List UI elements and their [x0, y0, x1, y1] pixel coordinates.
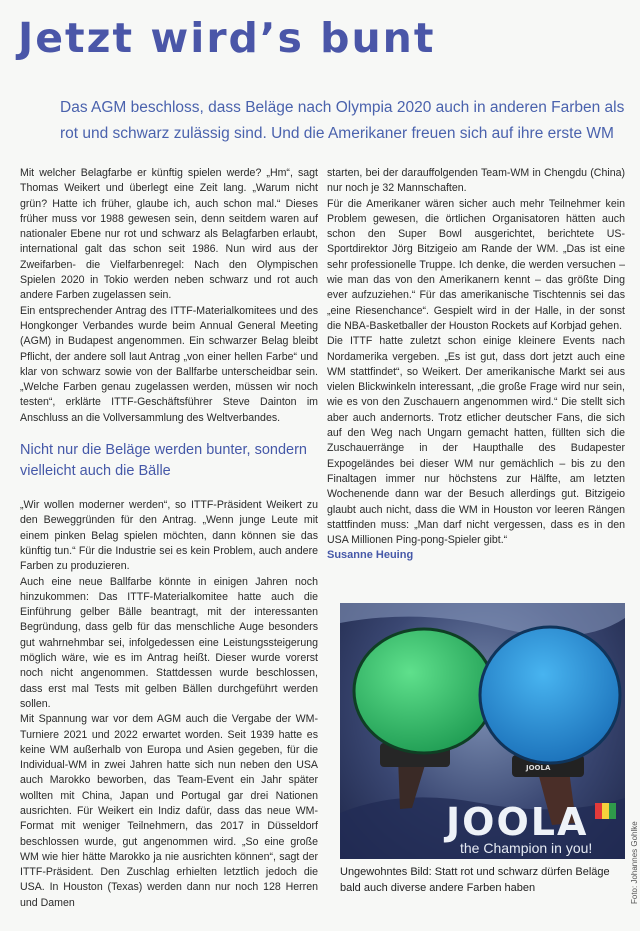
author-name: Susanne Heuing: [327, 549, 414, 562]
article-lead: Das AGM beschloss, dass Beläge nach Olympia 2020 auch in anderen Farben als rot und schwarz zulässig sind. Und die Amerikaner freuen sich auf ihre erste WM: [60, 99, 625, 142]
right-column: [327, 166, 625, 562]
paragraph: Die ITTF hatte zuletzt schon einige kleinere Events nach Nordamerika vergeben. „Es ist gut, dass dort jetzt auch eine WM stattfindet“, so Weikert. Der amerikanische Markt sei aus vielen Blickwinkeln interessant, „die große Frage wird nur sein, wie es von den Zuschauern angenommen wird.“ Die stellt sich aber auch andernorts. Trotz etlicher deutscher Fans, die sich auf den Weg nach Ungarn gemacht hatten, füllten sich die Zuschauerränge in der Haupthalle des Budapester Expogeländes bei dieser WM nur gemächlich – bis zu den Finaltagen immer nur höchstens zur Hälfte, am letzten Wochenende dann war der Besuch allerdings gut. Bitzigeio glaubt auch nicht, dass die WM in Houston vor leeren Rängen stattfinden muss: „Man darf nicht vergessen, dass es in den USA Millionen Ping-pong-Spieler gibt.“: [327, 335, 625, 547]
paragraph: Auch eine neue Ballfarbe könnte in einigen Jahren noch hinzukommen: Das ITTF-Materialkomitee hatte auch die Einführung gelber Bälle beantragt, mit der interessanten Begründung, dass gelb für das menschliche Auge besonders gut wahrnehmbar sei, infolgedessen eine Leistungssteigerung möglich wäre, wie es im Antrag heißt. Dieser wurde vorerst noch nicht angenommen. Stattdessen wurde beschlossen, dass erst mal Tests mit gelben Bällen durchgeführt werden sollen.: [20, 575, 318, 710]
blue-paddle: [480, 627, 620, 763]
article-headline: Jetzt wird’s bunt: [18, 14, 436, 62]
brand-slogan: the Champion in you!: [460, 840, 593, 856]
paddles-illustration: [340, 603, 625, 859]
paragraph: Mit Spannung war vor dem AGM auch die Vergabe der WM-Turniere 2021 und 2022 erwartet worden. Seit 1939 hatte es keine WM außerhalb von Europa und Asien gegeben, für die Individual-WM in zwei Jahren hatte sich nun neben den USA auch Marokko beworben, das Team-Event ein Jahr später wollten mit China, Japan und Portugal gar drei Nationen ausrichten. Für Weikert ein Indiz dafür, dass das neue WM-Format mit weniger Teilnehmern, das 2017 in Düsseldorf beschlossen wurde, gut angenommen wird. „So eine große WM wie hier hätte Marokko ja nie ausrichten können“, sagt der ITTF-Präsident. Den Zuschlag erhielten letztlich jedoch die USA. In Houston (Texas) werden dann nur noch 128 Herren und Damen: [20, 713, 318, 909]
small-brand-label: JOOLA: [526, 764, 551, 772]
green-paddle: [354, 629, 494, 753]
left-column: [20, 166, 318, 911]
photo-credit: Foto: Johannes Gohlke: [630, 821, 639, 904]
paragraph: „Wir wollen moderner werden“, so ITTF-Präsident Weikert zu den Beweggründen für den Antrag. „Wenn junge Leute mit einem pinken Belag spielen möchten, dann können sie das künftig tun.“ Für die Industrie sei es kein Problem, auch andere Farben zu produzieren.: [20, 499, 318, 573]
section-subhead: Nicht nur die Beläge werden bunter, sondern vielleicht auch die Bälle: [20, 442, 307, 480]
paragraph: Ein entsprechender Antrag des ITTF-Materialkomitees und des Hongkonger Verbandes wurde beim Annual General Meeting (AGM) in Budapest angenommen. Ein schwarzer Belag bleibt Pflicht, der andere soll laut Antrag „von einer hellen Farbe“ und klar von schwarz sowie von der Ballfarbe unterscheidbar sein. „Welche Farben genau zugelassen werden, müssen wir noch testen“, erklärte ITTF-Geschäftsführer Steve Dainton im Anschluss an die Vollversammlung des Weltverbandes.: [20, 304, 318, 424]
flag-icon: [595, 803, 616, 819]
paragraph: starten, bei der darauffolgenden Team-WM in Chengdu (China) nur noch je 32 Mannschaften.: [327, 167, 625, 195]
paragraph: Mit welcher Belagfarbe er künftig spielen werde? „Hm“, sagt Thomas Weikert und überlegt eine Zeit lang. „Warum nicht grün? Hatte ich früher, glaube ich, auch schon mal.“ Dieses früher muss vor 1988 gewesen sein, denn seitdem waren auf nationaler Ebene nur rot und schwarz als Belagfarben erlaubt, international galt das schon seit 1986. Nun wird aus der Zweifarben- die Vielfarbenregel: Nach den Olympischen Spielen 2020 in Tokio werden neben schwarz und rot auch andere Farben zugelassen sein.: [20, 167, 318, 302]
brand-logo-text: JOOLA: [446, 800, 589, 844]
paragraph: Für die Amerikaner wären sicher auch mehr Teilnehmer kein Problem gewesen, die örtlichen Organisatoren hätten auch schon den Super Bowl ausgerichtet, berichtete US-Sportdirektor Jörg Bitzigeio am Rande der WM. „Das ist eine sehr professionelle Truppe. Ich denke, die werden versuchen – wie man das von den Amerikanern kennt – das größte Ding ever aufzuziehen.“ Für das amerikanische Tischtennis sei das „eine Riesenchance“. Gespielt wird in der Halle, in der sonst die NBA-Basketballer der Houston Rockets auf Korbjad gehen.: [327, 197, 625, 332]
photo-caption: Ungewohntes Bild: Statt rot und schwarz dürfen Beläge bald auch diverse andere Farben haben: [340, 866, 610, 894]
article-photo: [340, 603, 625, 859]
